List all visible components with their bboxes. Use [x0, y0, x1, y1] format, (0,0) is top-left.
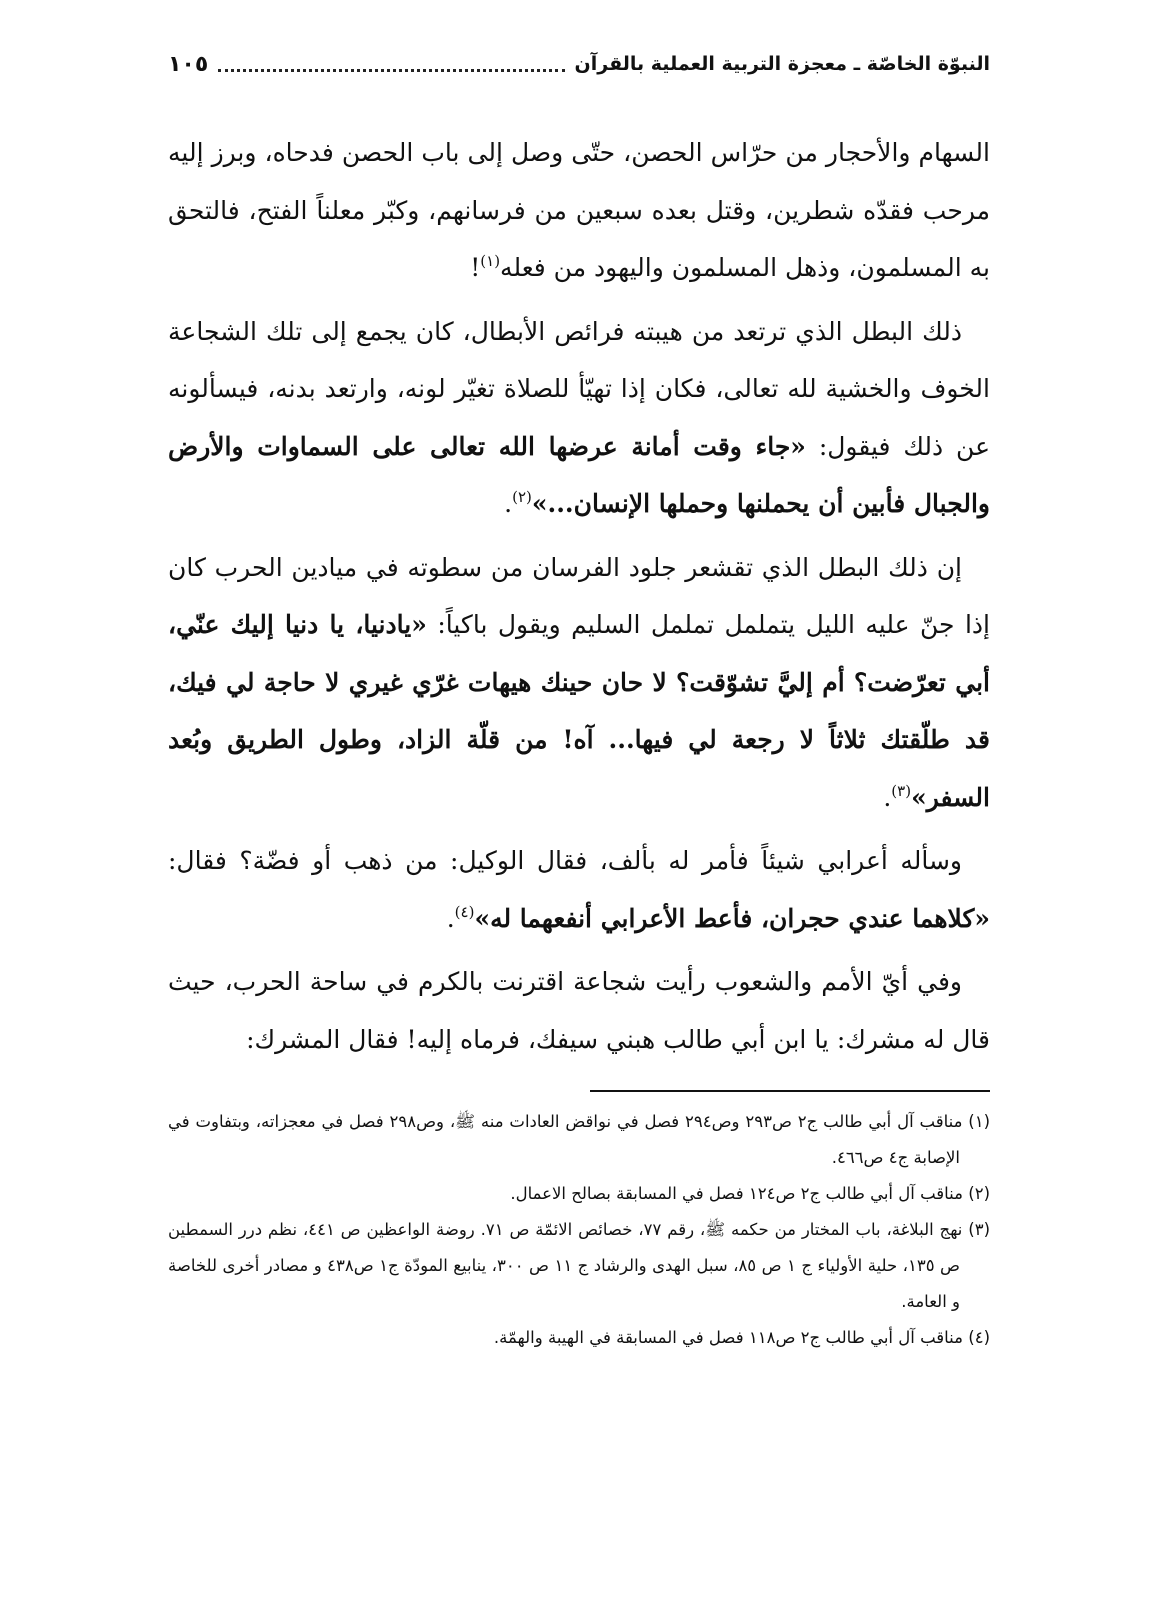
running-header — [168, 46, 990, 82]
footnote-separator — [590, 1090, 990, 1092]
footnotes — [168, 1104, 990, 1356]
running-title: النبوّة الخاصّة ـ معجزة التربية العملية بالقرآن — [574, 53, 990, 75]
paragraph-4-end: . — [446, 903, 455, 933]
paragraph-3-end: . — [883, 782, 892, 812]
paragraph-2 — [168, 303, 990, 537]
footnote-2: (٢) مناقب آل أبي طالب ج٢ ص١٢٤ فصل في المسابقة بصالح الاعمال. — [510, 1184, 990, 1203]
page-number: ١٠٥ — [168, 51, 209, 77]
paragraph-2-text: ذلك البطل الذي ترتعد من هيبته فرائص الأبطال، كان يجمع إلى تلك الشجاعة الخوف والخشية لله تعالى، فكان إذا تهيّأ للصلاة تغيّر لونه، وارتعد بدنه، فيسألونه عن ذلك فيقول: — [168, 316, 990, 461]
body-text — [168, 124, 990, 1070]
paragraph-3-quote: «يادنيا، يا دنيا إليك عنّي، أبي تعرّضت؟ أم إليَّ تشوّقت؟ لا حان حينك هيهات غرّي غيري لا حاجة لي فيك، قد طلّقتك ثلاثاً لا رجعة لي فيها... آه! من قلّة الزاد، وطول الطريق وبُعد السفر» — [168, 610, 990, 812]
footnote-ref-1: (١) — [480, 252, 501, 270]
paragraph-2-quote: «جاء وقت أمانة عرضها الله تعالى على السماوات والأرض والجبال فأبين أن يحملنها وحملها الإنسان...» — [168, 431, 990, 518]
paragraph-3 — [168, 539, 990, 831]
paragraph-4 — [168, 832, 990, 951]
footnote-ref-3: (٣) — [891, 781, 912, 800]
paragraph-5-text: وفي أيّ الأمم والشعوب رأيت شجاعة اقترنت بالكرم في ساحة الحرب، حيث قال له مشرك: يا ابن أبي طالب هبني سيفك، فرماه إليه! فقال المشرك: — [168, 967, 990, 1054]
footnote-4: (٤) مناقب آل أبي طالب ج٢ ص١١٨ فصل في المسابقة في الهيبة والهمّة. — [493, 1328, 990, 1347]
header-leader-dots — [218, 69, 564, 72]
paragraph-2-end: . — [504, 489, 513, 518]
paragraph-5 — [168, 953, 990, 1068]
paragraph-1-end: ! — [470, 253, 481, 282]
footnote-ref-2: (٢) — [512, 488, 532, 506]
footnote-ref-4: (٤) — [454, 902, 475, 921]
footnote-3: (٣) نهج البلاغة، باب المختار من حكمه ﷺ، رقم ٧٧، خصائص الائمّة ص ٧١. روضة الواعظين ص ٤٤١، نظم درر السمطين ص ١٣٥، حلية الأولياء ج ١ ص ٨٥، سبل الهدى والرشاد ج ١١ ص ٣٠٠، ينابيع المودّة ج١ ص٤٣٨ و مصادر أخرى للخاصة و العامة. — [168, 1220, 990, 1311]
footnote-1: (١) مناقب آل أبي طالب ج٢ ص٢٩٣ وص٢٩٤ فصل في نواقض العادات منه ﷺ، وص٢٩٨ فصل في معجزاته، وبتفاوت في الإصابة ج٤ ص٤٦٦. — [168, 1112, 991, 1167]
paragraph-4-text: وسأله أعرابي شيئاً فأمر له بألف، فقال الوكيل: من ذهب أو فضّة؟ فقال: — [168, 846, 962, 875]
paragraph-3-text: إن ذلك البطل الذي تقشعر جلود الفرسان من سطوته في ميادين الحرب كان إذا جنّ عليه الليل يتململ تململ السليم ويقول باكياً: — [168, 552, 990, 639]
paragraph-1-text: السهام والأحجار من حرّاس الحصن، حتّى وصل إلى باب الحصن فدحاه، وبرز إليه مرحب فقدّه شطرين، وقتل بعده سبعين من فرسانهم، وكبّر معلناً الفتح، فالتحق به المسلمون، وذهل المسلمون واليهود من فعله — [168, 138, 990, 282]
paragraph-1 — [168, 124, 990, 301]
paragraph-4-quote: «كلاهما عندي حجران، فأعط الأعرابي أنفعهما له» — [474, 903, 990, 933]
